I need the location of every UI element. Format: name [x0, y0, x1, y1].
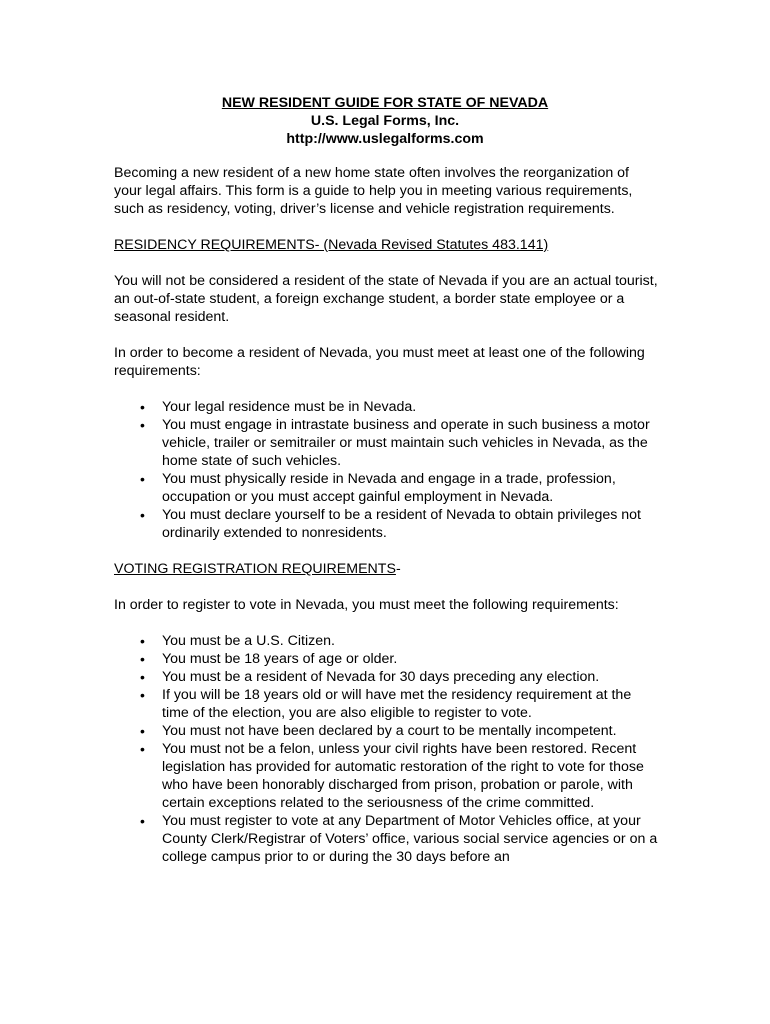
list-item: [114, 506, 659, 542]
voting-paragraph: In order to register to vote in Nevada, you must meet the following requirements:: [114, 597, 619, 613]
document-body: [114, 164, 659, 884]
voting-heading-line: [114, 560, 659, 578]
list-item-text: You must not have been declared by a court to be mentally incompetent.: [162, 723, 617, 739]
bullet-icon: •: [140, 399, 145, 415]
bullet-icon: •: [140, 417, 145, 433]
list-item-text: You must be 18 years of age or older.: [162, 651, 398, 667]
voting-heading: VOTING REGISTRATION REQUIREMENTS: [114, 561, 396, 577]
voting-requirements-list: [114, 632, 659, 866]
list-item: [114, 632, 659, 650]
list-item-text: You must physically reside in Nevada and engage in a trade, profession, occupation or you must accept gainful employment in Nevada.: [162, 471, 616, 505]
list-item-text: You must engage in intrastate business and operate in such business a motor vehicle, trailer or semitrailer or must maintain such vehicles in Nevada, as the home state of such vehicles.: [162, 417, 650, 469]
residency-requirements-list: [114, 398, 659, 542]
list-item: [114, 740, 659, 812]
bullet-icon: •: [140, 507, 145, 523]
list-item: [114, 812, 659, 866]
list-item-text: You must declare yourself to be a resident of Nevada to obtain privileges not ordinarily extended to nonresidents.: [162, 507, 641, 541]
list-item-text: You must not be a felon, unless your civil rights have been restored. Recent legislation has provided for automatic restoration of the right to vote for those who have been honorably discharged from prison, probation or parole, with certain exceptions related to the seriousness of the crime committed.: [162, 741, 644, 811]
list-item: [114, 416, 659, 470]
residency-paragraph-2: In order to become a resident of Nevada, you must meet at least one of the following requirements:: [114, 345, 645, 379]
bullet-icon: •: [140, 741, 145, 757]
list-item: [114, 470, 659, 506]
bullet-icon: •: [140, 651, 145, 667]
publisher-url: http://www.uslegalforms.com: [286, 131, 484, 147]
bullet-icon: •: [140, 723, 145, 739]
list-item-text: Your legal residence must be in Nevada.: [162, 399, 417, 415]
list-item: [114, 650, 659, 668]
list-item: [114, 686, 659, 722]
list-item-text: You must register to vote at any Department of Motor Vehicles office, at your County Clerk/Registrar of Voters’ office, various social service agencies or on a college campus prior to or during the 30 days before an: [162, 813, 658, 865]
list-item: [114, 722, 659, 740]
intro-paragraph: Becoming a new resident of a new home state often involves the reorganization of your legal affairs. This form is a guide to help you in meeting various requirements, such as residency, voting, driver’s license and vehicle registration requirements.: [114, 165, 633, 217]
bullet-icon: •: [140, 687, 145, 703]
list-item: [114, 398, 659, 416]
document-title: NEW RESIDENT GUIDE FOR STATE OF NEVADA: [221, 95, 549, 111]
list-item: [114, 668, 659, 686]
bullet-icon: •: [140, 813, 145, 829]
residency-heading: RESIDENCY REQUIREMENTS- (Nevada Revised Statutes 483.141): [114, 237, 549, 253]
publisher-name: U.S. Legal Forms, Inc.: [310, 113, 460, 129]
list-item-text: You must be a U.S. Citizen.: [162, 633, 335, 649]
bullet-icon: •: [140, 471, 145, 487]
bullet-icon: •: [140, 669, 145, 685]
bullet-icon: •: [140, 633, 145, 649]
residency-paragraph-1: You will not be considered a resident of the state of Nevada if you are an actual tourist, an out-of-state student, a foreign exchange student, a border state employee or a seasonal resident.: [114, 273, 658, 325]
list-item-text: You must be a resident of Nevada for 30 days preceding any election.: [162, 669, 600, 685]
document-header: [0, 94, 770, 148]
voting-heading-suffix: -: [395, 561, 401, 577]
list-item-text: If you will be 18 years old or will have met the residency requirement at the time of the election, you are also eligible to register to vote.: [162, 687, 632, 721]
